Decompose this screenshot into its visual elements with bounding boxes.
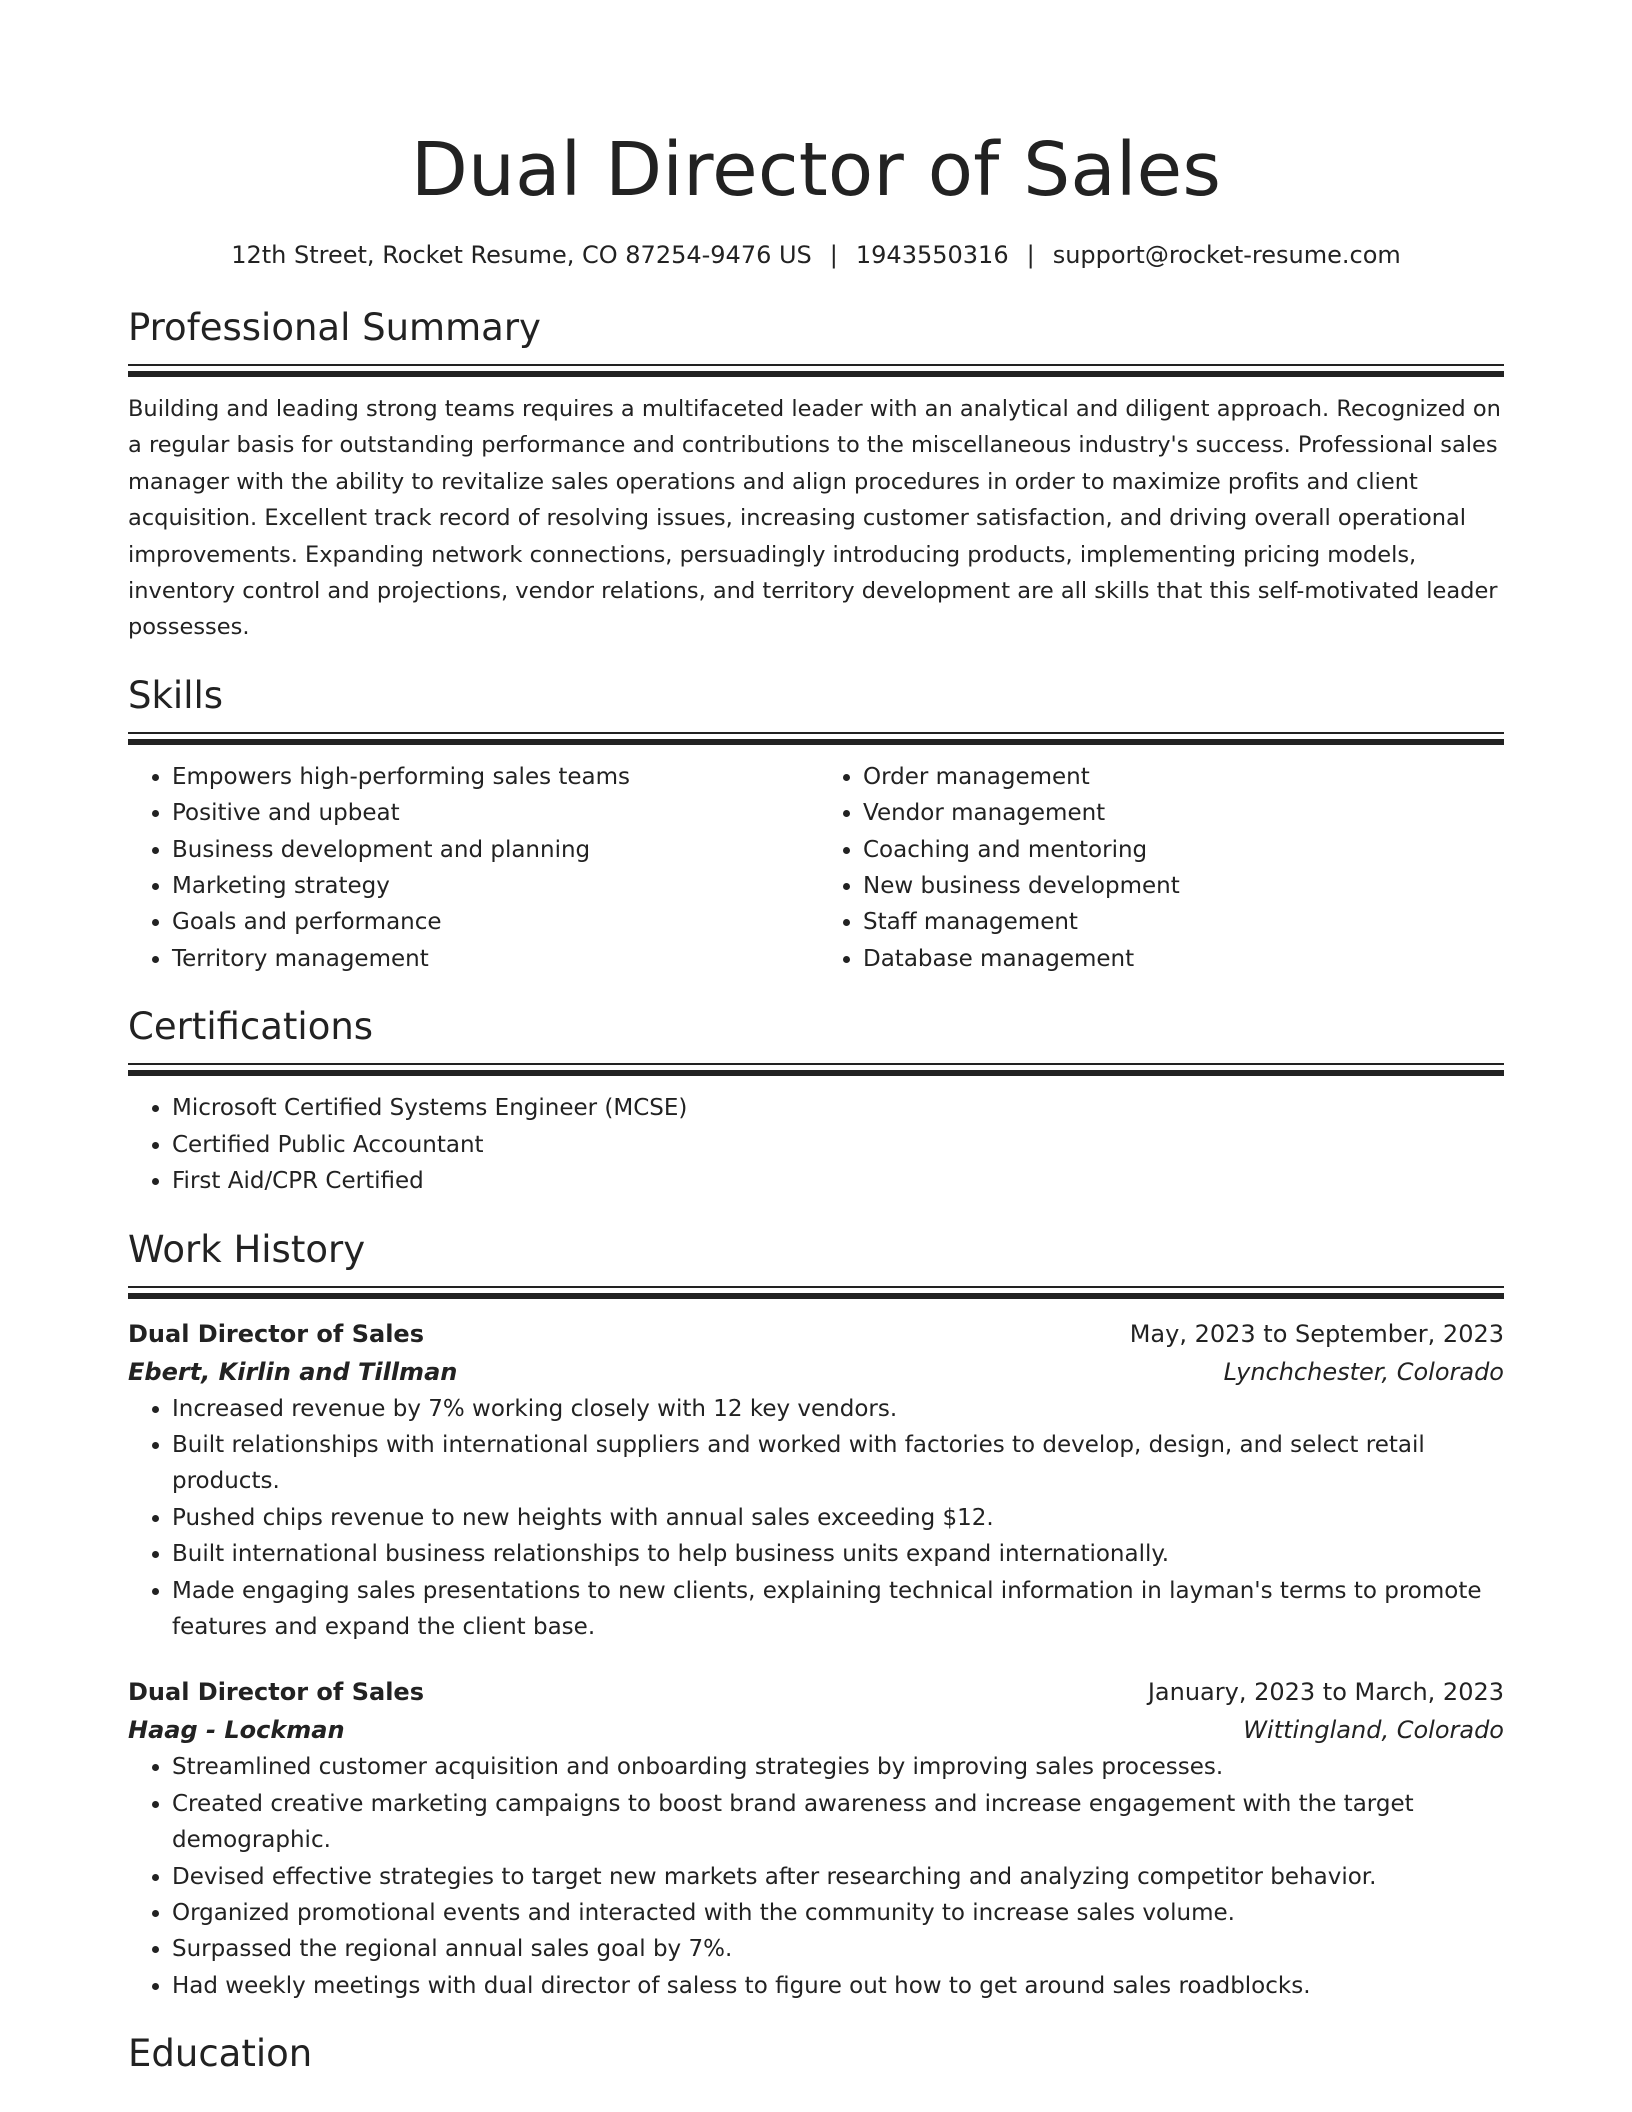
section-title-certifications: Certifications xyxy=(128,1005,374,1049)
contact-separator: | xyxy=(1026,241,1035,269)
skills-column-left xyxy=(128,759,813,977)
skill-item: • Empowers high-performing sales teams xyxy=(172,759,813,795)
job-bullet: • Surpassed the regional annual sales goal by 7%. xyxy=(172,1931,1504,1967)
contact-address: 12th Street, Rocket Resume, CO 87254-9476 US xyxy=(231,241,812,269)
education-section xyxy=(128,2030,1504,2078)
section-rule-thick xyxy=(128,739,1504,745)
skill-item: • Database management xyxy=(863,941,1504,977)
section-title-summary: Professional Summary xyxy=(128,306,541,349)
job-dates: May, 2023 to September, 2023 xyxy=(1129,1319,1504,1348)
job-entry xyxy=(128,1315,1504,1646)
contact-separator: | xyxy=(829,241,838,269)
skill-item: • Business development and planning xyxy=(172,832,813,868)
skills-list-right xyxy=(819,759,1504,977)
skill-item: • New business development xyxy=(863,868,1504,904)
section-rule xyxy=(128,732,1504,734)
certification-item: • Certified Public Accountant xyxy=(172,1127,1504,1163)
skill-item: • Staff management xyxy=(863,904,1504,940)
job-bullet: • Organized promotional events and interacted with the community to increase sales volume. xyxy=(172,1895,1504,1931)
skills-section xyxy=(128,672,1504,977)
skills-column-right xyxy=(813,759,1504,977)
job-bullet: • Devised effective strategies to target new markets after researching and analyzing competitor behavior. xyxy=(172,1859,1504,1895)
job-title: Dual Director of Sales xyxy=(128,1319,424,1348)
job-header-row xyxy=(128,1315,1504,1353)
skill-item: • Order management xyxy=(863,759,1504,795)
job-bullet-list xyxy=(128,1749,1504,2004)
skill-item: • Coaching and mentoring xyxy=(863,832,1504,868)
summary-section xyxy=(128,304,1504,646)
contact-email[interactable]: support@rocket-resume.com xyxy=(1052,241,1401,269)
job-dates: January, 2023 to March, 2023 xyxy=(1147,1678,1504,1707)
job-bullet: • Made engaging sales presentations to new clients, explaining technical information in layman's terms to promote features and expand the client base. xyxy=(172,1573,1504,1646)
section-rule-thick xyxy=(128,1293,1504,1299)
job-bullet: • Built relationships with international suppliers and worked with factories to develop, design, and select retail products. xyxy=(172,1427,1504,1500)
section-title-work-history: Work History xyxy=(128,1227,366,1271)
certification-item: • First Aid/CPR Certified xyxy=(172,1163,1504,1199)
job-bullet-list xyxy=(128,1391,1504,1646)
contact-phone: 1943550316 xyxy=(855,241,1009,269)
job-bullet: • Built international business relationships to help business units expand internationally. xyxy=(172,1536,1504,1572)
job-company: Haag - Lockman xyxy=(128,1716,345,1745)
contact-line xyxy=(128,238,1504,272)
section-rule xyxy=(128,1063,1504,1065)
section-rule xyxy=(128,364,1504,366)
section-title-skills: Skills xyxy=(128,673,224,717)
skill-item: • Territory management xyxy=(172,941,813,977)
resume-name: Dual Director of Sales xyxy=(410,127,1222,213)
job-header-row xyxy=(128,1673,1504,1711)
job-company-row xyxy=(128,1711,1504,1749)
skills-list-left xyxy=(128,759,813,977)
job-entry xyxy=(128,1673,1504,2004)
job-bullet: • Created creative marketing campaigns to boost brand awareness and increase engagement with the target demographic. xyxy=(172,1786,1504,1859)
certifications-section xyxy=(128,1003,1504,1199)
skill-item: • Vendor management xyxy=(863,795,1504,831)
section-rule-thick xyxy=(128,1070,1504,1076)
job-company: Ebert, Kirlin and Tillman xyxy=(128,1357,458,1386)
job-location: Wittingland, Colorado xyxy=(1243,1716,1504,1745)
section-rule xyxy=(128,1286,1504,1288)
certifications-list xyxy=(128,1090,1504,1199)
certification-item: • Microsoft Certified Systems Engineer (MCSE) xyxy=(172,1090,1504,1126)
job-title: Dual Director of Sales xyxy=(128,1678,424,1707)
job-company-row xyxy=(128,1353,1504,1391)
job-bullet: • Streamlined customer acquisition and onboarding strategies by improving sales processes. xyxy=(172,1749,1504,1785)
summary-text: Building and leading strong teams requires a multifaceted leader with an analytical and diligent approach. Recognized on a regular basis for outstanding performance and contributions to the miscellaneous industry's success. Professional sales manager with the ability to revitalize sales operations and align procedures in order to maximize profits and client acquisition. Excellent track record of resolving issues, increasing customer satisfaction, and driving overall operational improvements. Expanding network connections, persuadingly introducing products, implementing pricing models, inventory control and projections, vendor relations, and territory development are all skills that this self-motivated leader possesses. xyxy=(128,396,1501,641)
skill-item: • Goals and performance xyxy=(172,904,813,940)
section-title-education: Education xyxy=(128,2032,313,2076)
section-rule-thick xyxy=(128,371,1504,377)
skills-grid xyxy=(128,759,1504,977)
job-bullet: • Had weekly meetings with dual director of saless to figure out how to get around sales roadblocks. xyxy=(172,1968,1504,2004)
job-bullet: • Increased revenue by 7% working closely with 12 key vendors. xyxy=(172,1391,1504,1427)
skill-item: • Marketing strategy xyxy=(172,868,813,904)
job-bullet: • Pushed chips revenue to new heights with annual sales exceeding $12. xyxy=(172,1500,1504,1536)
work-history-section xyxy=(128,1226,1504,2005)
job-location: Lynchchester, Colorado xyxy=(1223,1357,1504,1386)
skill-item: • Positive and upbeat xyxy=(172,795,813,831)
